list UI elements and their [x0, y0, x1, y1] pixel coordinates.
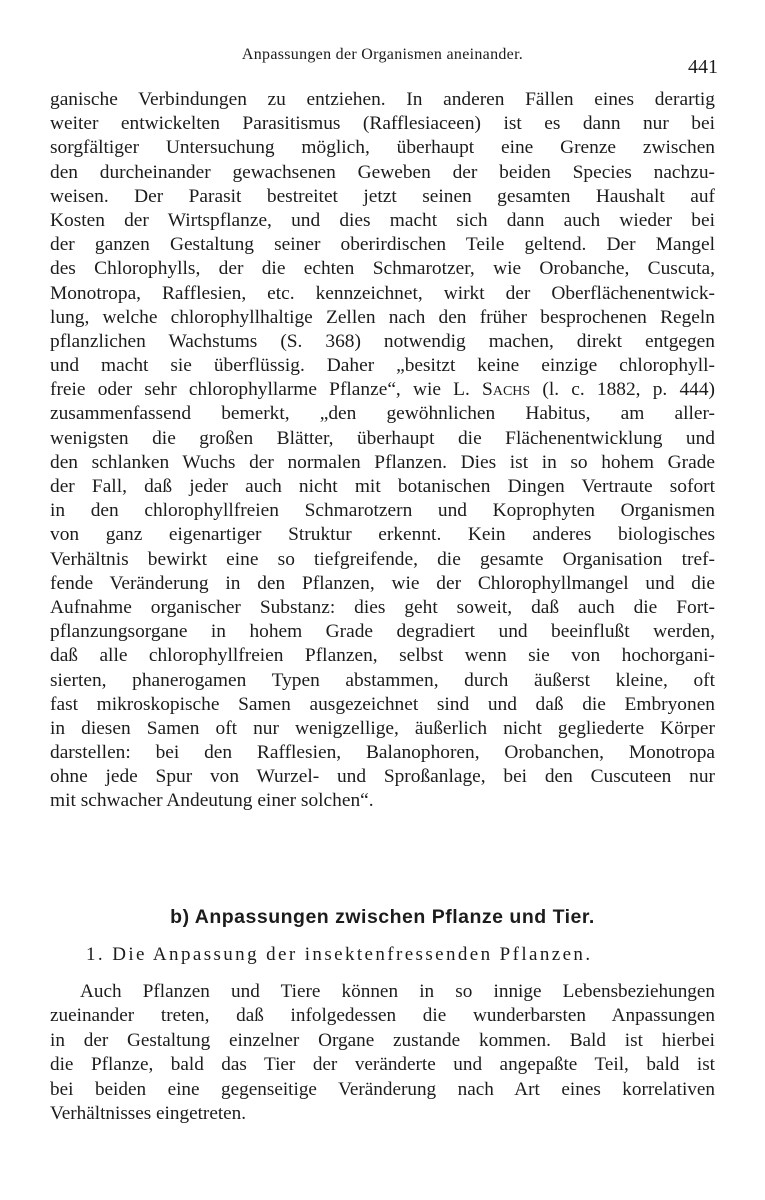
text-line: sorgfältiger Untersuchung möglich, überhaupt eine Grenze zwischen: [50, 137, 715, 159]
text-line: die Pflanze, bald das Tier der veränderte und angepaßte Teil, bald ist: [50, 1054, 715, 1076]
text-line: pflanzlichen Wachstums (S. 368) notwendig machen, direkt entgegen: [50, 330, 715, 352]
text-line: Verhältnis bewirkt eine so tiefgreifende, die gesamte Organisation tref-: [50, 548, 715, 570]
text-line: von ganz eigenartiger Struktur erkennt. Kein anderes biologisches: [50, 524, 715, 546]
text-line: weiter entwickelten Parasitismus (Rafflesiaceen) ist es dann nur bei: [50, 113, 715, 135]
text-line: zueinander treten, daß infolgedessen die wunderbarsten Anpassungen: [50, 1005, 715, 1027]
text-line: weisen. Der Parasit bestreitet jetzt seinen gesamten Haushalt auf: [50, 185, 715, 207]
text-line: darstellen: bei den Rafflesien, Balanophoren, Orobanchen, Monotropa: [50, 742, 715, 764]
text-line: der ganzen Gestaltung seiner oberirdischen Teile geltend. Der Mangel: [50, 234, 715, 256]
text-line: wenigsten die großen Blätter, überhaupt die Flächenentwicklung und: [50, 427, 715, 449]
text-line: pflanzungsorgane in hohem Grade degradiert und beeinflußt werden,: [50, 621, 715, 643]
text-line: in der Gestaltung einzelner Organe zustande kommen. Bald ist hierbei: [50, 1029, 715, 1051]
text-line-with-citation: [50, 378, 715, 402]
text-line: ganische Verbindungen zu entziehen. In anderen Fällen eines derartig: [50, 89, 715, 110]
text-line: in den chlorophyllfreien Schmarotzern und Koprophyten Organismen: [50, 500, 715, 522]
text-line: fast mikroskopische Samen ausgezeichnet sind und daß die Embryonen: [50, 693, 715, 715]
citation-reference: (l. c. 1882, p. 444): [530, 379, 715, 401]
text-line: bei beiden eine gegenseitige Veränderung nach Art eines korrelativen: [50, 1078, 715, 1100]
subsection-heading: 1. Die Anpassung der insektenfressenden Pflanzen.: [86, 944, 593, 965]
text-line: Monotropa, Rafflesien, etc. kennzeichnet, wirkt der Oberflächenentwick-: [50, 282, 715, 304]
text-fragment: freie oder sehr chlorophyllarme Pflanze“, wie L.: [50, 379, 483, 401]
running-head: Anpassungen der Organismen aneinander.: [241, 46, 524, 63]
text-line: zusammenfassend bemerkt, „den gewöhnlichen Habitus, am aller-: [50, 403, 715, 425]
text-line: und macht sie überflüssig. Daher „besitzt keine einzige chlorophyll-: [50, 355, 715, 377]
text-line: ohne jede Spur von Wurzel- und Sproßanlage, bei den Cuscuteen nur: [50, 766, 715, 788]
text-line: der Fall, daß jeder auch nicht mit botanischen Dingen Vertraute sofort: [50, 476, 715, 497]
text-line: Auch Pflanzen und Tiere können in so innige Lebensbeziehungen: [80, 981, 715, 1002]
paragraph-parasitism: [50, 88, 715, 814]
text-line: den schlanken Wuchs der normalen Pflanzen. Dies ist in so hohem Grade: [50, 451, 715, 473]
paragraph-plants-animals: [50, 980, 715, 1126]
page-number: 441: [688, 56, 718, 78]
text-line: sierten, phanerogamen Typen abstammen, durch äußerst kleine, oft: [50, 669, 715, 691]
text-line: daß alle chlorophyllfreien Pflanzen, selbst wenn sie von hochorgani-: [50, 645, 715, 667]
text-line: mit schwacher Andeutung einer solchen“.: [50, 790, 374, 812]
text-line: den durcheinander gewachsenen Geweben der beiden Species nachzu-: [50, 161, 715, 183]
text-line: lung, welche chlorophyllhaltige Zellen nach den früher besprochenen Regeln: [50, 306, 715, 328]
text-line: in diesen Samen oft nur wenigzellige, äußerlich nicht gegliederte Körper: [50, 717, 715, 739]
text-line: Kosten der Wirtspflanze, und dies macht sich dann auch wieder bei: [50, 209, 715, 231]
text-line: des Chlorophylls, der die echten Schmarotzer, wie Orobanche, Cuscuta,: [50, 258, 715, 280]
text-line: Aufnahme organischer Substanz: dies geht soweit, daß auch die Fort-: [50, 596, 715, 618]
section-heading: b) Anpassungen zwischen Pflanze und Tier.: [170, 906, 595, 928]
text-line: fende Veränderung in den Pflanzen, wie der Chlorophyllmangel und die: [50, 572, 715, 594]
text-line: Verhältnisses eingetreten.: [50, 1102, 247, 1124]
cited-author: Sachs: [482, 379, 531, 401]
